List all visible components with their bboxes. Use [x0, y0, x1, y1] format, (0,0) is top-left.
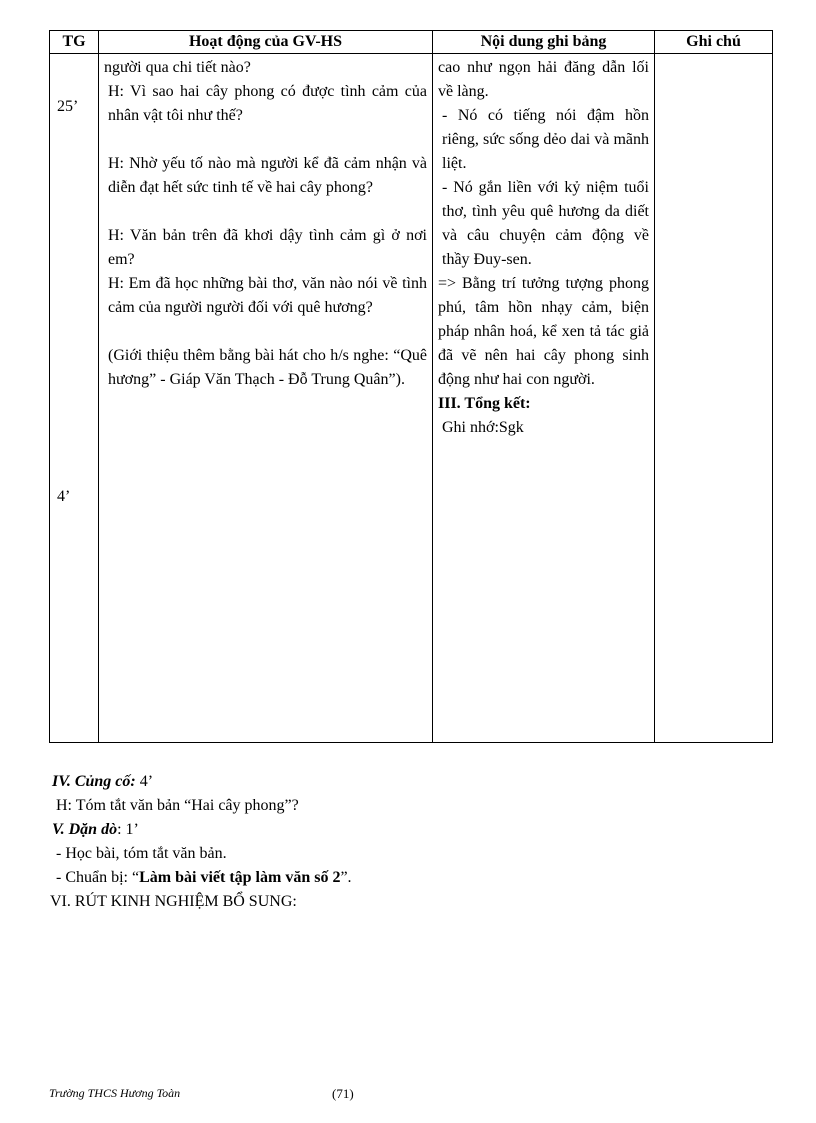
- header-content: Nội dung ghi bảng: [433, 31, 655, 54]
- dando-item-prefix: - Chuẩn bị: “: [56, 869, 140, 886]
- notes-cell: [655, 54, 773, 743]
- dando-item: - Học bài, tóm tắt văn bản.: [56, 845, 227, 862]
- summary-heading: III. Tổng kết:: [438, 395, 531, 412]
- table-header-row: [50, 31, 773, 54]
- dando-item: [50, 866, 770, 890]
- footer-school: Trường THCS Hương Toàn: [49, 1086, 181, 1100]
- header-notes: Ghi chú: [655, 31, 773, 54]
- cungco-line: [50, 770, 770, 794]
- dando-line: [50, 818, 770, 842]
- dando-time: : 1’: [117, 821, 139, 838]
- page-number: (71): [332, 1086, 354, 1101]
- rut-kinh-nghiem-heading: VI. RÚT KINH NGHIỆM BỔ SUNG:: [50, 893, 297, 910]
- header-activities: Hoạt động của GV-HS: [99, 31, 433, 54]
- activities-cell: [99, 54, 433, 743]
- activity-line: người qua chi tiết nào?: [104, 59, 251, 76]
- header-tg: TG: [50, 31, 99, 54]
- content-point: - Nó gắn liền với kỷ niệm tuổi thơ, tình yêu quê hương da diết và câu chuyện cảm động về thầy Đuy-sen.: [442, 179, 649, 268]
- cungco-question: H: Tóm tắt văn bản “Hai cây phong”?: [56, 797, 299, 814]
- tg-time-1: 25’: [57, 98, 79, 115]
- tg-time-2: 4’: [57, 488, 71, 505]
- cungco-time: 4’: [135, 773, 154, 790]
- activity-note: (Giới thiệu thêm bằng bài hát cho h/s nghe: “Quê hương” - Giáp Văn Thạch - Đỗ Trung Quân”).: [108, 347, 427, 388]
- tg-cell: [50, 54, 99, 743]
- content-point: - Nó có tiếng nói đậm hồn riêng, sức sống dẻo dai và mãnh liệt.: [442, 107, 649, 172]
- activity-question: H: Nhờ yếu tố nào mà người kể đã cảm nhận và diễn đạt hết sức tinh tế về hai cây phong?: [108, 155, 427, 196]
- content-cell: [433, 54, 655, 743]
- content-line: cao như ngọn hải đăng dẫn lối về làng.: [438, 59, 649, 100]
- table-row: [50, 54, 773, 743]
- activity-question: H: Vì sao hai cây phong có được tình cảm của nhân vật tôi như thế?: [108, 83, 427, 124]
- summary-text: Ghi nhớ:Sgk: [442, 419, 524, 436]
- lesson-closing-sections: [50, 770, 770, 914]
- dando-item-suffix: ”.: [340, 869, 352, 886]
- dando-item-bold: Làm bài viết tập làm văn số 2: [139, 869, 341, 886]
- cungco-heading: IV. Củng cố:: [52, 773, 136, 790]
- activity-question: H: Văn bản trên đã khơi dậy tình cảm gì ở nơi em?: [108, 227, 427, 268]
- content-conclusion: => Bằng trí tưởng tượng phong phú, tâm hồn nhạy cảm, biện pháp nhân hoá, kể xen tả tác giả đã vẽ nên hai cây phong sinh động như hai con người.: [438, 275, 649, 388]
- lesson-table: [49, 30, 773, 743]
- dando-heading: V. Dặn dò: [52, 821, 118, 838]
- activity-question: H: Em đã học những bài thơ, văn nào nói về tình cảm của người người đối với quê hương?: [108, 275, 427, 316]
